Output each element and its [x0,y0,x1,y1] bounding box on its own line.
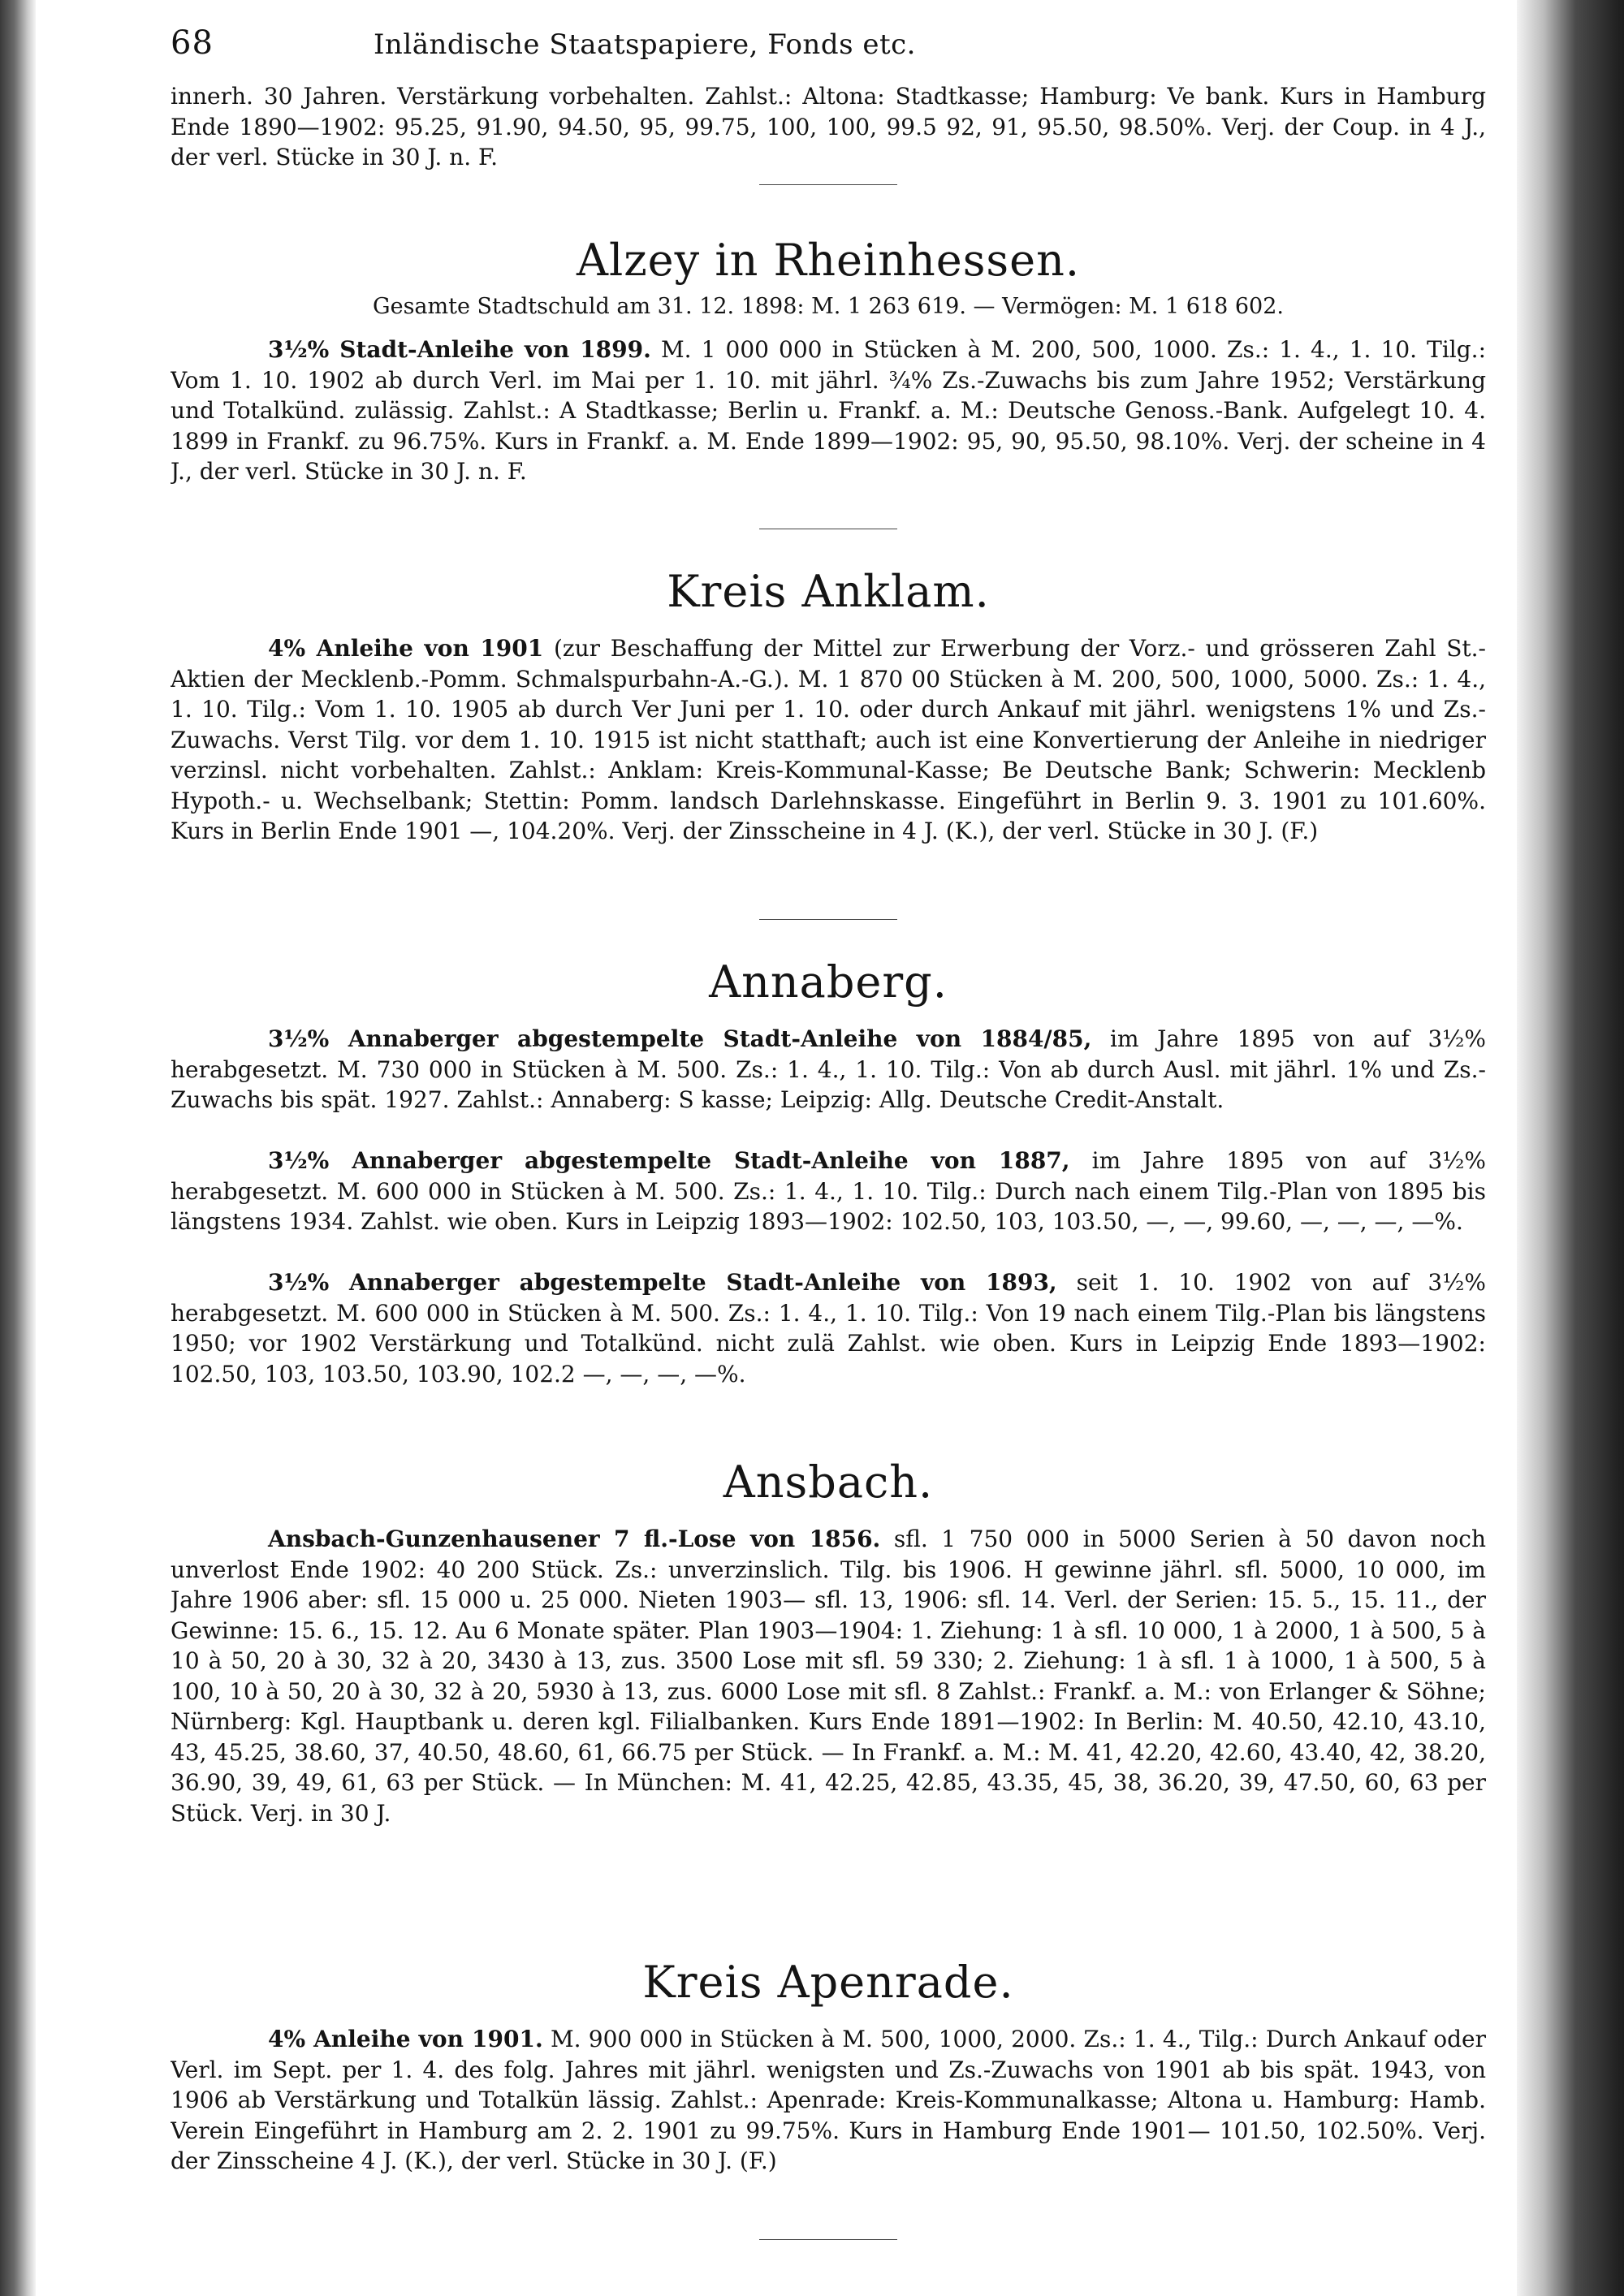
entry-annaberg-1884 [171,1024,1486,1146]
entry-heading: 3½% Annaberger abgestempelte Stadt-Anleihe von 1893, [268,1269,1057,1296]
entry-text: M. 1 000 000 in Stücken à M. 200, 500, 1000. Zs.: 1. 4., 1. 10. Tilg.: Vom 1. 10. 1902 ab durch Verl. im Mai per 1. 10. mit jährl. ¾% Zs.-Zuwachs bis zum Jahre 1952; Verstärkung und Totalkünd. zulässig. Zahlst.: A Stadtkasse; Berlin u. Frankf. a. M.: Deutsche Genoss.-Bank. Aufgelegt 10. 4. 1899 in Frankf. zu 96.75%. Kurs in Frankf. a. M. Ende 1899—1902: 95, 90, 95.50, 98.10%. Verj. der scheine in 4 J., der verl. Stücke in 30 J. n. F. [171,336,1486,485]
section-title-anklam: Kreis Anklam. [667,566,990,617]
section-divider [759,2239,897,2240]
entry-annaberg-1887 [171,1146,1486,1267]
document-page [171,24,1486,2240]
entry-text: (zur Beschaffung der Mittel zur Erwerbung der Vorz.- und grösseren Zahl St.-Aktien der Mecklenb.-Pomm. Schmalspurbahn-A.-G.). M. 1 870 00 Stücken à M. 200, 500, 1000, 5000. Zs.: 1. 4., 1. 10. Tilg.: Vom 1. 10. 1905 ab durch Ver Juni per 1. 10. oder durch Ankauf mit jährl. wenigstens 1% und Zs.-Zuwachs. Verst Tilg. vor dem 1. 10. 1915 ist nicht statthaft; auch ist eine Konvertierung der Anleihe in niedriger verzinsl. nicht vorbehalten. Zahlst.: Anklam: Kreis-Kommunal-Kasse; Be Deutsche Bank; Schwerin: Mecklenb Hypoth.- u. Wechselbank; Stettin: Pomm. landsch Darlehnskasse. Eingeführt in Berlin 9. 3. 1901 zu 101.60%. Kurs in Berlin Ende 1901 —, 104.20%. Verj. der Zinsscheine in 4 J. (K.), der verl. Stücke in 30 J. (F.) [171,635,1486,844]
entry-heading: 4% Anleihe von 1901. [268,2026,543,2052]
entry-heading: 4% Anleihe von 1901 [268,635,544,662]
running-title: Inländische Staatspapiere, Fonds etc. [374,28,916,61]
section-title-annaberg: Annaberg. [709,956,948,1008]
entry-anklam-1901 [171,633,1486,908]
entry-text: sfl. 1 750 000 in 5000 Serien à 50 davon noch unverlost Ende 1902: 40 200 Stück. Zs.: unverzinslich. Tilg. bis 1906. H gewinne jährl. sfl. 5000, 10 000, im Jahre 1906 aber: sfl. 15 000 u. 25 000. Nieten 1903— sfl. 13, 1906: sfl. 14. Verl. der Serien: 15. 5., 15. 11., der Gewinne: 15. 6., 15. 12. Au 6 Monate später. Plan 1903—1904: 1. Ziehung: 1 à sfl. 10 000, 1 à 2000, 1 à 500, 5 à 10 à 50, 20 à 30, 32 à 20, 3430 à 13, zus. 3500 Lose mit sfl. 59 330; 2. Ziehung: 1 à sfl. 1 à 1000, 1 à 500, 5 à 100, 10 à 50, 20 à 30, 32 à 20, 5930 à 13, zus. 6000 Lose mit sfl. 8 Zahlst.: Frankf. a. M.: von Erlanger & Söhne; Nürnberg: Kgl. Hauptbank u. deren kgl. Filialbanken. Kurs Ende 1891—1902: In Berlin: M. 40.50, 42.10, 43.10, 43, 45.25, 38.60, 37, 40.50, 48.60, 61, 66.75 per Stück. — In Frankf. a. M.: M. 41, 42.20, 42.60, 43.40, 42, 38.20, 36.90, 39, 49, 61, 63 per Stück. — In München: M. 41, 42.25, 42.85, 43.35, 45, 38, 36.20, 39, 47.50, 60, 63 per Stück. Verj. in 30 J. [171,1526,1486,1827]
intro-paragraph: innerh. 30 Jahren. Verstärkung vorbehalten. Zahlst.: Altona: Stadtkasse; Hamburg: Ve bank. Kurs in Hamburg Ende 1890—1902: 95.25, 91.90, 94.50, 95, 99.75, 100, 100, 99.5 92, 91, 95.50, 98.50%. Verj. der Coup. in 4 J., der verl. Stücke in 30 J. n. F. [171,83,1486,170]
section-subline-alzey: Gesamte Stadtschuld am 31. 12. 1898: M. 1 263 619. — Vermögen: M. 1 618 602. [373,294,1284,319]
entry-text: seit 1. 10. 1902 von auf 3½% herabgesetzt. M. 600 000 in Stücken à M. 500. Zs.: 1. 4., 1. 10. Tilg.: Von 19 nach einem Tilg.-Plan bis längstens 1950; vor 1902 Verstärkung und Totalkünd. nicht zulä Zahlst. wie oben. Kurs in Leipzig Ende 1893—1902: 102.50, 103, 103.50, 103.90, 102.2 —, —, —, —%. [171,1269,1486,1388]
section-title-ansbach: Ansbach. [723,1457,934,1508]
scan-edge-right [1517,0,1624,2296]
entry-heading: 3½% Annaberger abgestempelte Stadt-Anleihe von 1884/85, [268,1025,1092,1052]
entry-heading: 3½% Stadt-Anleihe von 1899. [268,336,651,363]
entry-heading: Ansbach-Gunzenhausener 7 fl.-Lose von 1856. [268,1526,881,1552]
entry-heading: 3½% Annaberger abgestempelte Stadt-Anleihe von 1887, [268,1147,1070,1174]
running-head [171,24,1486,81]
entry-apenrade-1901 [171,2024,1486,2207]
entry-text: M. 900 000 in Stücken à M. 500, 1000, 2000. Zs.: 1. 4., Tilg.: Durch Ankauf oder Verl. im Sept. per 1. 4. des folg. Jahres mit jährl. wenigsten und Zs.-Zuwachs von 1901 ab bis spät. 1943, von 1906 ab Verstärkung und Totalkün lässig. Zahlst.: Apenrade: Kreis-Kommunalkasse; Altona u. Hamburg: Hamb. Verein Eingeführt in Hamburg am 2. 2. 1901 zu 99.75%. Kurs in Hamburg Ende 1901— 101.50, 102.50%. Verj. der Zinsscheine 4 J. (K.), der verl. Stücke in 30 J. (F.) [171,2026,1486,2174]
entry-alzey-1899 [171,334,1486,517]
entry-ansbach-1856 [171,1524,1486,1920]
scan-edge-left [0,0,36,2296]
section-title-apenrade: Kreis Apenrade. [642,1957,1014,2008]
entry-text: im Jahre 1895 von auf 3½% herabgesetzt. M. 730 000 in Stücken à M. 500. Zs.: 1. 4., 1. 10. Tilg.: Von ab durch Ausl. mit jährl. 1% und Zs.-Zuwachs bis spät. 1927. Zahlst.: Annaberg: S kasse; Leipzig: Allg. Deutsche Credit-Anstalt. [171,1025,1486,1113]
entry-text: im Jahre 1895 von auf 3½% herabgesetzt. M. 600 000 in Stücken à M. 500. Zs.: 1. 4., 1. 10. Tilg.: Durch nach einem Tilg.-Plan von 1895 bis längstens 1934. Zahlst. wie oben. Kurs in Leipzig 1893—1902: 102.50, 103, 103.50, —, —, 99.60, —, —, —, —%. [171,1147,1486,1235]
entry-annaberg-1893 [171,1267,1486,1420]
page-number: 68 [171,24,214,62]
section-title-alzey: Alzey in Rheinhessen. [576,235,1081,286]
